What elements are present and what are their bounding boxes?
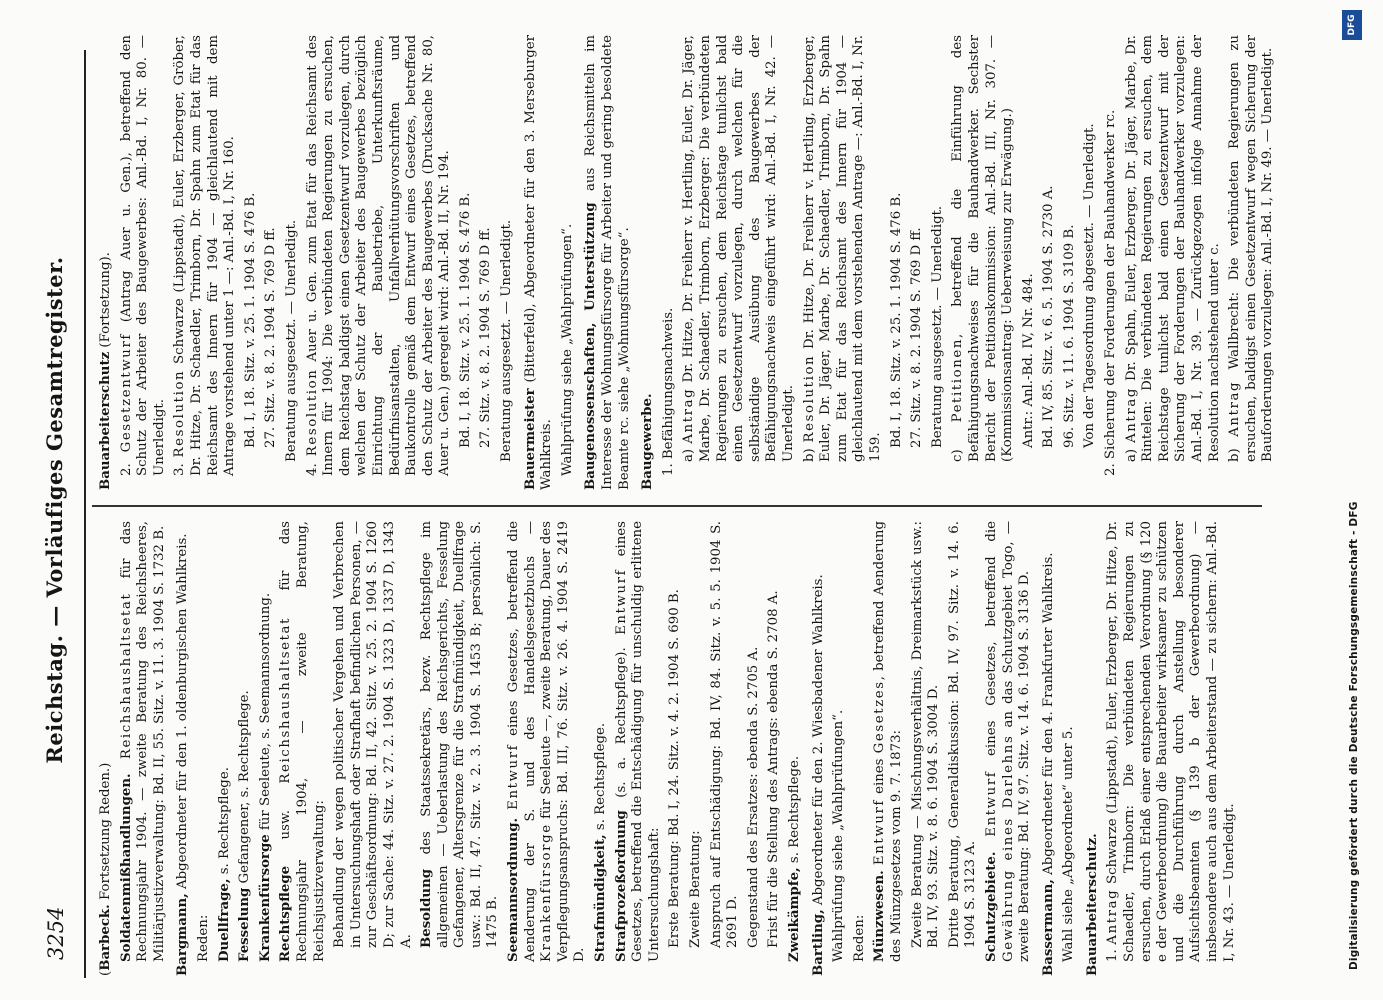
register-entry: Beratung ausgesetzt. — Unerledigt. — [283, 219, 299, 462]
register-entry: Besoldung des Staatssekretärs, bezw. Rechtspflege im allgemeinen — Ueberlastung des Reichsgerichts, Fesselung Gefangener, Altersgrenze für die Strafmündigkeit, Duellfrage usw.: Bd. II, 47. Sitz. v. 2. 3. 1904 S. 1453 B; persönlich: S. 1475 B. — [419, 521, 501, 948]
register-entry: 27. Sitz. v. 8. 2. 1904 S. 769 D ff. — [478, 227, 494, 448]
page-number: 3254 — [44, 906, 68, 960]
register-entry: b) Antrag Wallbrecht: Die verbündeten Regierungen zu ersuchen, baldigst einen Gesetzentwurf wegen Sicherung der Bauforderungen vorzulegen: Anl.-Bd. I, Nr. 49. — Unerledigt. — [1227, 35, 1276, 462]
register-entry: Wahl siehe „Abgeordnete“ unter 5. — [1061, 726, 1077, 962]
register-entry: Beratung ausgesetzt. — Unerledigt. — [499, 219, 515, 462]
register-entry: Münzwesen. Entwurf eines Gesetzes, betreffend Aenderung des Münzgesetzes vom 9. 7. 1873: — [872, 521, 904, 962]
register-entry: Bassermann, Abgeordneter für den 4. Frankfurter Wahlkreis. — [1040, 552, 1056, 976]
column-divider — [92, 505, 1262, 507]
register-entry: Frist für die Stellung des Antrags: ebenda S. 2708 A. — [766, 590, 782, 948]
register-entry: Duellfrage, s. Rechtspflege. — [216, 767, 232, 962]
register-entry: Zweite Beratung — Mischungsverhältnis, Dreimarkstück usw.: Bd. IV, 93. Sitz. v. 8. 6. 1904 S. 3004 D. — [909, 521, 942, 948]
register-entry: Bd. I, 18. Sitz. v. 25. 1. 1904 S. 476 B. — [242, 192, 258, 448]
register-entry: c) Petitionen, betreffend die Einführung des Befähigungsnachweises für die Bauhandwerker. Sechster Bericht der Petitionskommission: Anl.-Bd. III, Nr. 307. — (Kommissionsantrag: Ueberweisung zur Erwägung.) — [950, 35, 1016, 462]
register-entry: Bauarbeiterschutz. — [1084, 833, 1100, 976]
left-column — [98, 521, 1242, 976]
register-entry: Strafmündigkeit, s. Rechtspflege. — [593, 722, 609, 962]
register-entry: Bd. IV, 85. Sitz. v. 6. 5. 1904 S. 2730 A. — [1041, 185, 1057, 448]
right-column — [98, 35, 1281, 490]
register-entry: Zweikämpfe, s. Rechtspflege. — [786, 755, 802, 962]
register-entry: Beratung ausgesetzt. — Unerledigt. — [929, 205, 945, 448]
register-entry: 27. Sitz. v. 8. 2. 1904 S. 769 D ff. — [263, 227, 279, 448]
register-entry: Bauarbeiterschutz (Fortsetzung). — [98, 252, 113, 490]
register-entry: Soldatenmißhandlungen. Reichshaushaltsetat für das Rechnungsjahr 1904. — zweite Beratung des Reichsheeres, Militärjustizverwaltung: Bd. II, 55. Sitz. v. 11. 3. 1904 S. 1732 B. — [118, 521, 167, 962]
register-entry: Bartling, Abgeordneter für den 2. Wiesbadener Wahlkreis. — [810, 574, 826, 976]
register-entry: Bargmann, Abgeordneter für den 1. oldenburgischen Wahlkreis. — [175, 533, 191, 976]
register-entry: Von der Tagesordnung abgesetzt. — Unerledigt. — [1082, 123, 1098, 448]
register-entry: Wahlprüfung siehe „Wahlprüfungen“. — [559, 223, 575, 476]
register-entry: Reden: — [851, 914, 867, 962]
register-entry: Antr.: Anl.-Bd. IV, Nr. 484. — [1020, 273, 1036, 448]
register-entry: 27. Sitz. v. 8. 2. 1904 S. 769 D ff. — [909, 227, 925, 448]
register-entry: Zweite Beratung: — [688, 830, 703, 948]
register-entry: 2. Sicherung der Forderungen der Bauhandwerker rc. — [1103, 109, 1119, 476]
register-entry: Dritte Beratung, Generaldiskussion: Bd. IV, 97. Sitz. v. 14. 6. 1904 S. 3123 A. — [946, 521, 979, 948]
register-entry: 4. Resolution Auer u. Gen. zum Etat für das Reichsamt des Innern für 1904: Die verbündeten Regierungen zu ersuchen, dem Reichstag baldigst einen Gesetzentwurf vorzulegen, durch welchen der Schutz der Arbeiter des Baugewerbes bezüglich Einrichtung der Baubetriebe, Unterkunftsräume, Bedürfnisanstalten, Unfallverhütungsvorschriften und Baukontrolle gemäß dem Entwurf eines Gesetzes, betreffend den Schutz der Arbeiter des Baugewerbes (Drucksache Nr. 80, Auer u. Gen.) geregelt wird: Anl.-Bd. II, Nr. 194. — [304, 35, 453, 476]
register-entry: Anspruch auf Entschädigung: Bd. IV, 84. Sitz. v. 5. 5. 1904 S. 2691 D. — [708, 521, 741, 948]
register-entry: b) Resolution Dr. Hitze, Dr. Freiherr v. Hertling, Erzberger, Euler, Dr. Jäger, Marbe, Dr. Schaedler, Trimborn, Dr. Spahn zum Etat für das Reichsamt des Innern für 1904 — gleichlautend mit dem vorstehenden Antrage —: Anl.-Bd. I, Nr. 159. — [801, 35, 883, 462]
register-entry: a) Antrag Dr. Hitze, Dr. Freiherr v. Hertling, Euler, Dr. Jäger, Marbe, Dr. Schaedler, Trimborn, Erzberger: Die verbündeten Regierungen zu ersuchen, dem Reichstage tunlichst bald einen Gesetzentwurf vorzulegen, durch welchen für die selbständige Ausübung des Baugewerbes der Befähigungsnachweis eingeführt wird: Anl.-Bd. I, Nr. 42. — Unerledigt. — [681, 35, 796, 462]
digitization-credit: Digitalisierung gefördert durch die Deutsche Forschungsgemeinschaft - DFG — [1348, 501, 1360, 970]
register-entry: 1. Befähigungsnachweis. — [660, 307, 676, 476]
register-entry: Fesselung Gefangener, s. Rechtspflege. — [237, 690, 253, 962]
register-entry: Erste Beratung: Bd. I, 24. Sitz. v. 4. 2. 1904 S. 690 B. — [667, 589, 683, 948]
register-entry: Rechtspflege usw. Reichshaushaltsetat für das Rechnungsjahr 1904, — zweite Beratung, Reichsjustizverwaltung: — [278, 521, 327, 962]
register-entry: 2. Gesetzentwurf (Antrag Auer u. Gen.), betreffend den Schutz der Arbeiter des Baugewerbes: Anl.-Bd. I, Nr. 80. — Unerledigt. — [118, 35, 167, 476]
register-entry: Behandlung der wegen politischer Vergehen und Verbrechen in Untersuchungshaft oder Strafhaft befindlichen Personen, — zur Geschäftsordnung: Bd. II, 42. Sitz. v. 25. 2. 1904 S. 1260 D; zur Sache: 44. Sitz. v. 27. 2. 1904 S. 1323 D, 1337 D, 1343 A. — [332, 521, 414, 948]
register-entry: Strafprozeßordnung (s. a. Rechtspflege). Entwurf eines Gesetzes, betreffend die Entschädigung für unschuldig erlittene Untersuchungshaft: — [613, 521, 662, 962]
register-entry: Bauermeister (Bitterfeld), Abgeordneter für den 3. Merseburger Wahlkreis. — [522, 35, 555, 490]
register-entry: Seemannsordnung. Entwurf eines Gesetzes, betreffend die Aenderung der S. und des Handelsgesetzbuchs — Krankenfürsorge für Seeleute —, zweite Beratung, Dauer des Verpflegungsanspruchs: Bd. III, 76. Sitz. v. 26. 4. 1904 S. 2419 D. — [506, 521, 588, 962]
header-rule — [84, 50, 86, 978]
register-entry: Bd. I, 18. Sitz. v. 25. 1. 1904 S. 476 B. — [457, 192, 473, 448]
register-entry: Reden: — [195, 914, 211, 962]
register-entry: Bd. I, 18. Sitz. v. 25. 1. 1904 S. 476 B. — [888, 192, 904, 448]
register-entry: 96. Sitz. v. 11. 6. 1904 S. 3109 B. — [1061, 224, 1077, 448]
register-entry: Gegenstand des Ersatzes: ebenda S. 2705 A. — [745, 646, 761, 948]
register-entry: a) Antrag Dr. Spahn, Euler, Erzberger, Dr. Jäger, Marbe, Dr. Rintelen: Die verbündeten Regierungen zu ersuchen, dem Reichstage tunlichst bald einen Gesetzentwurf mit der Sicherung der Forderungen der Bauhandwerker vorzulegen: Anl.-Bd. I, Nr. 39. — Zurückgezogen infolge Annahme der Resolution nachstehend unter c. — [1123, 35, 1222, 462]
register-entry: Wahlprüfung siehe „Wahlprüfungen“. — [831, 709, 847, 962]
register-entry: Krankenfürsorge für Seeleute, s. Seemannsordnung. — [257, 592, 273, 962]
register-entry: (Barbeck. Fortsetzung Reden.) — [98, 762, 113, 976]
register-entry: Baugewerbe. — [640, 393, 656, 490]
dfg-logo-icon: DFG — [1342, 10, 1362, 40]
register-entry: 3. Resolution Schwarze (Lippstadt), Euler, Erzberger, Gröber, Dr. Hitze, Dr. Schaedler, Trimborn, Dr. Spahn zum Etat für das Reichsamt des Innern für 1904 — gleichlautend mit dem Antrage vorstehend unter 1 —: Anl.-Bd. I, Nr. 160. — [172, 35, 238, 476]
page-title: Reichstag. — Vorläufiges Gesamtregister. — [42, 256, 67, 764]
register-entry: Baugenossenschaften, Unterstützung aus Reichsmitteln im Interesse der Wohnungsfürsorge für Arbeiter und gering besoldete Beamte rc. siehe „Wohnungsfürsorge“. — [583, 35, 632, 490]
register-entry: 1. Antrag Schwarze (Lippstadt), Euler, Erzberger, Dr. Hitze, Dr. Schaedler, Trimborn: Die verbündeten Regierungen zu ersuchen, durch Erlaß einer entsprechenden Verordnung (§ 120 e der Gewerbeordnung) die Bauarbeiter wirksamer zu schützen und die Durchführung durch Anstellung besonderer Aufsichtsbeamten (§ 139 b der Gewerbeordnung) — insbesondere auch aus dem Arbeiterstand — zu sichern: Anl.-Bd. I, Nr. 43. — Unerledigt. — [1105, 521, 1237, 962]
register-entry: Schutzgebiete. Entwurf eines Gesetzes, betreffend die Gewährung eines Darlehns an das Schutzgebiet Togo, — zweite Beratung: Bd. IV, 97. Sitz. v. 14. 6. 1904 S. 3136 D. — [983, 521, 1033, 962]
page-header — [38, 50, 78, 970]
